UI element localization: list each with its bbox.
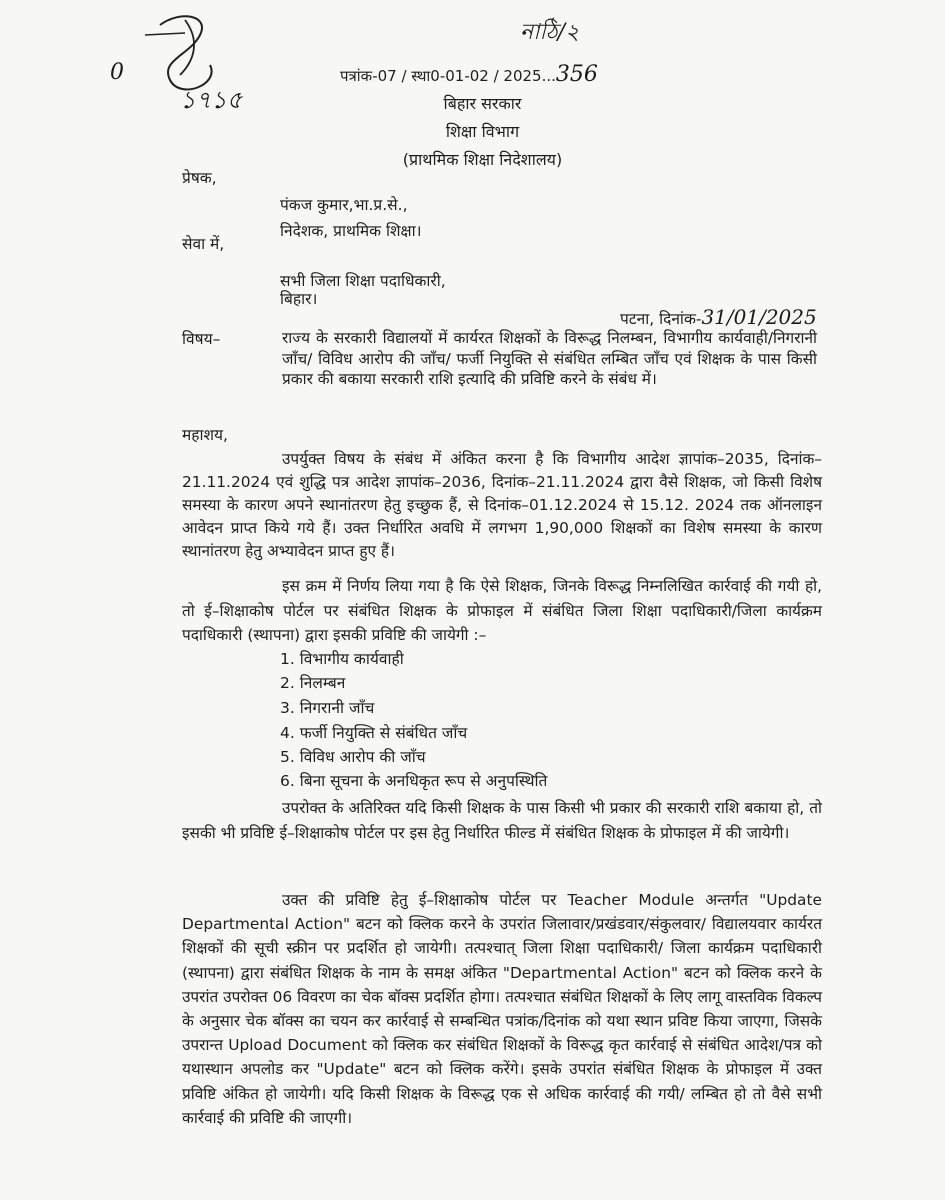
sender-label: प्रेषक, <box>182 169 217 187</box>
department-name: शिक्षा विभाग <box>445 122 520 141</box>
place-date <box>620 306 817 330</box>
directorate-name: (प्राथमिक शिक्षा निदेशालय) <box>402 150 563 169</box>
recipient-line2: बिहार। <box>280 290 318 308</box>
action-list-item: 4. फर्जी नियुक्ति से संबंधित जाँच <box>280 724 468 742</box>
sender-designation: निदेशक, प्राथमिक शिक्षा। <box>280 222 422 240</box>
action-list-item: 5. विविध आरोप की जाँच <box>280 748 426 766</box>
sender-name: पंकज कुमार,भा.प्र.से., <box>280 196 408 214</box>
letter-number-printed: पत्रांक-07 / स्था0-01-02 / 2025... <box>340 67 556 85</box>
handwritten-left-note: ১৭১৫ <box>180 86 243 114</box>
government-name: बिहार सरकार <box>443 94 522 113</box>
recipient-label: सेवा में, <box>182 235 225 253</box>
action-list-item: 6. बिना सूचना के अनधिकृत रूप से अनुपस्थिति <box>280 772 548 790</box>
place-date-prefix: पटना, दिनांक- <box>620 310 702 328</box>
recipient-line1: सभी जिला शिक्षा पदाधिकारी, <box>280 272 446 290</box>
paragraph-2: इस क्रम में निर्णय लिया गया है कि ऐसे शिक्षक, जिनके विरूद्ध निम्नलिखित कार्रवाई की गयी हो, तो ई–शिक्षाकोष पोर्टल पर संबंधित शिक्षक के प्रोफाइल में संबंधित जिला शिक्षा पदाधिकारी/जिला कार्यक्रम पदाधिकारी (स्थापना) द्वारा इसकी प्रविष्टि की जायेगी :– <box>182 577 822 644</box>
subject-text: राज्य के सरकारी विद्यालयों में कार्यरत शिक्षकों के विरूद्ध निलम्बन, विभागीय कार्यवाही/निगरानी जाँच/ विविध आरोप की जाँच/ फर्जी नियुक्ति से संबंधित लम्बित जाँच एवं शिक्षक के पास किसी प्रकार की बकाया सरकारी राशि इत्यादि की प्रविष्टि करने के संबंध में। <box>282 329 817 389</box>
subject-label: विषय– <box>182 330 221 348</box>
action-list-item: 3. निगरानी जाँच <box>280 699 375 717</box>
salutation: महाशय, <box>182 426 228 444</box>
action-list-item: 1. विभागीय कार्यवाही <box>280 650 404 668</box>
letter-number-handwritten: 356 <box>555 62 598 87</box>
paragraph-4: उक्त की प्रविष्टि हेतु ई–शिक्षाकोष पोर्टल पर Teacher Module अन्तर्गत "Update Departmental Action" बटन को क्लिक करने के उपरांत जिलावार/प्रखंडवार/संकुलवार/ विद्यालयवार कार्यरत शिक्षकों की सूची स्क्रीन पर प्रदर्शित हो जायेगी। तत्पश्चात् जिला शिक्षा पदाधिकारी/ जिला कार्यक्रम पदाधिकारी (स्थापना) द्वारा संबंधित शिक्षक के नाम के समक्ष अंकित "Departmental Action" बटन को क्लिक करने के उपरांत उपरोक्त 06 विवरण का चेक बॉक्स प्रदर्शित होगा। तत्पश्चात संबंधित शिक्षकों के लिए लागू वास्तविक विकल्प के अनुसार चेक बॉक्स का चयन कर कार्रवाई से सम्बन्धित पत्रांक/दिनांक को यथा स्थान प्रविष्ट किया जाएगा, जिसके उपरान्त Upload Document को क्लिक कर संबंधित शिक्षकों के विरूद्ध कृत कार्रवाई से संबंधित आदेश/पत्र को यथास्थान अपलोड कर "Update" बटन को क्लिक करेंगे। इसके उपरांत संबंधित शिक्षक के प्रोफाइल में उक्त प्रविष्टि अंकित हो जायेगी। यदि किसी शिक्षक के विरूद्ध एक से अधिक कार्रवाई की गयी/ लम्बित हो तो वैसे सभी कार्रवाई की प्रविष्टि की जाएगी। <box>182 891 822 1127</box>
paragraph-1: उपर्युक्त विषय के संबंध में अंकित करना है कि विभागीय आदेश ज्ञापांक–2035, दिनांक–21.11.2024 एवं शुद्धि पत्र आदेश ज्ञापांक–2036, दिनांक–21.11.2024 द्वारा वैसे शिक्षक, जो किसी विशेष समस्या के कारण अपने स्थानांतरण हेतु इच्छुक हैं, से दिनांक–01.12.2024 से 15.12. 2024 तक ऑनलाइन आवेदन प्राप्त किये गये हैं। उक्त निर्धारित अवधि में लगभग 1,90,000 शिक्षकों का विशेष समस्या के कारण स्थानांतरण हेतु अभ्यावेदन प्राप्त हुए हैं। <box>182 450 822 560</box>
handwritten-left-mark: 0 <box>110 60 124 85</box>
paragraph-3: उपरोक्त के अतिरिक्त यदि किसी शिक्षक के पास किसी भी प्रकार की सरकारी राशि बकाया हो, तो इसकी भी प्रविष्टि ई–शिक्षाकोष पोर्टल पर इस हेतु निर्धारित फील्ड में संबंधित शिक्षक के प्रोफाइल में की जायेगी। <box>182 799 822 842</box>
handwritten-date: 31/01/2025 <box>701 305 817 329</box>
handwritten-top-right-note: নাঠি/২ <box>520 20 580 45</box>
letter-number <box>340 64 598 87</box>
action-list-item: 2. निलम्बन <box>280 674 346 692</box>
